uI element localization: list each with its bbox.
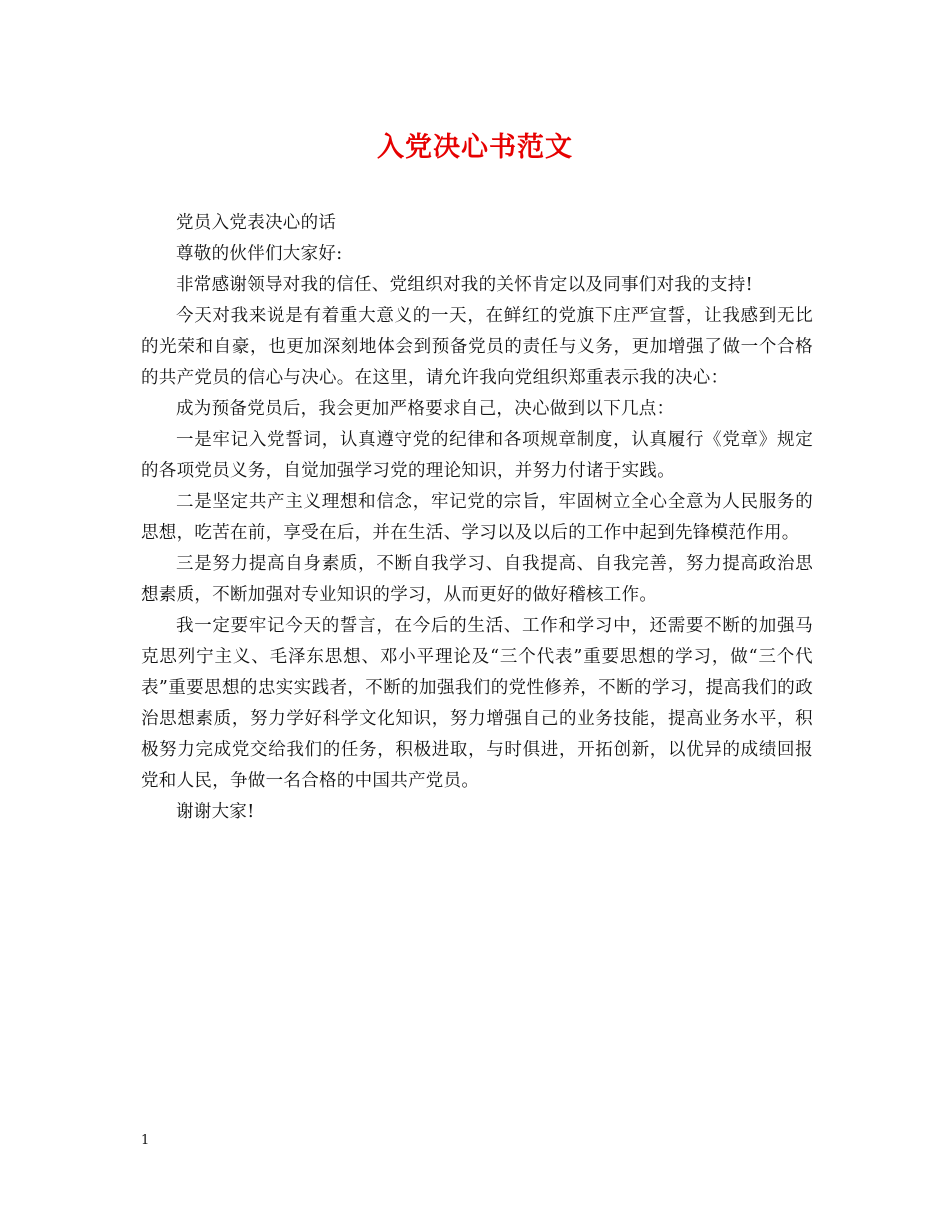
- paragraph-commitment: 我一定要牢记今天的誓言，在今后的生活、工作和学习中，还需要不断的加强马克思列宁主义、毛泽东思想、邓小平理论及“三个代表”重要思想的学习，做“三个代表”重要思想的忠实实践者，不断的加强我们的党性修养，不断的学习，提高我们的政治思想素质，努力学好科学文化知识，努力增强自己的业务技能，提高业务水平，积极努力完成党交给我们的任务，积极进取，与时俱进，开拓创新，以优异的成绩回报党和人民，争做一名合格的中国共产党员。: [141, 616, 813, 791]
- paragraph-point-two: 二是坚定共产主义理想和信念，牢记党的宗旨，牢固树立全心全意为人民服务的思想，吃苦在前，享受在后，并在生活、学习以及以后的工作中起到先锋模范作用。: [141, 492, 813, 543]
- paragraph-point-one: 一是牢记入党誓词，认真遵守党的纪律和各项规章制度，认真履行《党章》规定的各项党员义务，自觉加强学习党的理论知识，并努力付诸于实践。: [141, 430, 813, 481]
- paragraph-closing: 谢谢大家!: [176, 802, 255, 822]
- paragraph-subtitle: 党员入党表决心的话: [176, 213, 337, 233]
- page-number: 1: [141, 1133, 150, 1148]
- document-body: [141, 208, 813, 828]
- document-title: 入党决心书范文: [377, 132, 573, 163]
- paragraph-oath-day: 今天对我来说是有着重大意义的一天，在鲜红的党旗下庄严宣誓，让我感到无比的光荣和自豪，也更加深刻地体会到预备党员的责任与义务，更加增强了做一个合格的共产党员的信心与决心。在这里，请允许我向党组织郑重表示我的决心：: [141, 306, 813, 388]
- paragraph-point-three: 三是努力提高自身素质，不断自我学习、自我提高、自我完善，努力提高政治思想素质，不断加强对专业知识的学习，从而更好的做好稽核工作。: [141, 554, 813, 605]
- paragraph-resolve-intro: 成为预备党员后，我会更加严格要求自己，决心做到以下几点：: [176, 399, 675, 419]
- paragraph-greeting: 尊敬的伙伴们大家好:: [176, 244, 343, 264]
- paragraph-thanks: 非常感谢领导对我的信任、党组织对我的关怀肯定以及同事们对我的支持!: [176, 275, 753, 295]
